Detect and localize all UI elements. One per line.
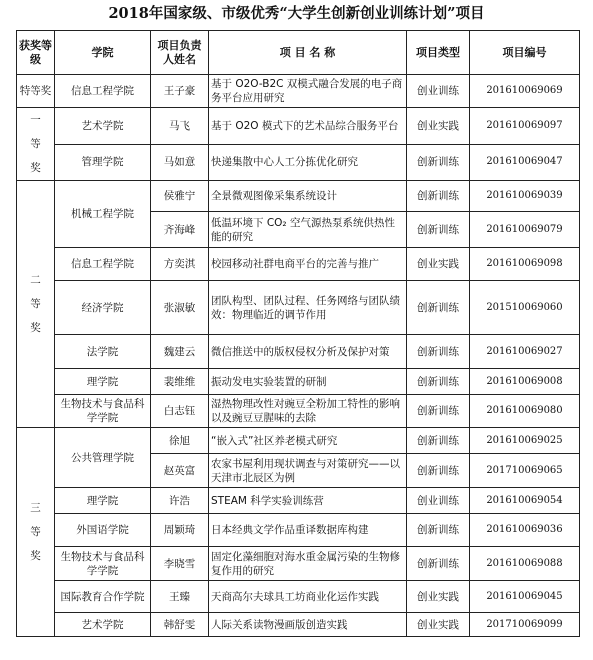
project-name-cell: 基于 O2O-B2C 双模式融合发展的电子商务平台应用研究: [209, 75, 407, 108]
grade-first: 一 等 奖: [17, 108, 55, 181]
project-type-cell: 创新训练: [407, 369, 470, 395]
project-type-cell: 创新训练: [407, 547, 470, 581]
table-row: [17, 335, 580, 369]
grade-special: 特等奖: [17, 75, 55, 108]
leader-cell: 赵英富: [151, 454, 209, 488]
school-cell: 法学院: [55, 335, 151, 369]
header-school: 学院: [55, 31, 151, 75]
header-project-type: 项目类型: [407, 31, 470, 75]
table-row: [17, 428, 580, 454]
project-id-cell: 201610069008: [470, 369, 580, 395]
awards-table: [16, 30, 580, 637]
project-id-cell: 201610069039: [470, 181, 580, 212]
project-name-cell: 低温环境下 CO₂ 空气源热泵系统供热性能的研究: [209, 212, 407, 248]
table-row: [17, 613, 580, 637]
table-row: [17, 108, 580, 145]
table-row: [17, 547, 580, 581]
header-leader: 项目负责人姓名: [151, 31, 209, 75]
project-id-cell: 201610069080: [470, 395, 580, 428]
project-id-cell: 201610069047: [470, 144, 580, 181]
project-id-cell: 201610069098: [470, 248, 580, 281]
leader-cell: 裴维维: [151, 369, 209, 395]
school-cell: 信息工程学院: [55, 75, 151, 108]
table-row: [17, 395, 580, 428]
table-row: [17, 488, 580, 514]
header-project-name: 项 目 名 称: [209, 31, 407, 75]
grade-second: 二 等 奖: [17, 181, 55, 428]
project-type-cell: 创新训练: [407, 144, 470, 181]
school-cell: 理学院: [55, 369, 151, 395]
project-type-cell: 创业实践: [407, 108, 470, 145]
project-type-cell: 创业实践: [407, 248, 470, 281]
project-name-cell: 快递集散中心人工分拣优化研究: [209, 144, 407, 181]
header-grade: 获奖等级: [17, 31, 55, 75]
leader-cell: 马如意: [151, 144, 209, 181]
leader-cell: 李晓雪: [151, 547, 209, 581]
table-row: [17, 514, 580, 547]
page-title: 2018年国家级、市级优秀“大学生创新创业训练计划”项目: [108, 5, 485, 22]
project-type-cell: 创业训练: [407, 488, 470, 514]
project-id-cell: 201610069036: [470, 514, 580, 547]
table-row: [17, 144, 580, 181]
project-name-cell: 日本经典文学作品重译数据库构建: [209, 514, 407, 547]
project-id-cell: 201710069099: [470, 613, 580, 637]
table-row: [17, 581, 580, 613]
school-cell: 外国语学院: [55, 514, 151, 547]
project-id-cell: 201610069054: [470, 488, 580, 514]
project-type-cell: 创新训练: [407, 428, 470, 454]
school-cell: 艺术学院: [55, 613, 151, 637]
project-type-cell: 创新训练: [407, 281, 470, 335]
project-type-cell: 创业训练: [407, 75, 470, 108]
project-name-cell: 团队构型、团队过程、任务网络与团队绩效：物理临近的调节作用: [209, 281, 407, 335]
leader-cell: 许浩: [151, 488, 209, 514]
project-id-cell: 201610069079: [470, 212, 580, 248]
leader-cell: 徐旭: [151, 428, 209, 454]
school-cell: 艺术学院: [55, 108, 151, 145]
leader-cell: 马飞: [151, 108, 209, 145]
project-name-cell: 农家书屋利用现状调查与对策研究——以天津市北辰区为例: [209, 454, 407, 488]
project-type-cell: 创新训练: [407, 395, 470, 428]
leader-cell: 王子豪: [151, 75, 209, 108]
table-row: [17, 369, 580, 395]
school-cell: 信息工程学院: [55, 248, 151, 281]
project-type-cell: 创新训练: [407, 454, 470, 488]
table-header-row: [17, 31, 580, 75]
project-name-cell: 全景微观图像采集系统设计: [209, 181, 407, 212]
project-name-cell: 基于 O2O 模式下的艺术品综合服务平台: [209, 108, 407, 145]
project-name-cell: “嵌入式”社区养老模式研究: [209, 428, 407, 454]
project-name-cell: 湿热物理改性对豌豆全粉加工特性的影响以及豌豆豆腥味的去除: [209, 395, 407, 428]
school-cell: 生物技术与食品科学学院: [55, 547, 151, 581]
project-type-cell: 创业实践: [407, 581, 470, 613]
project-id-cell: 201610069045: [470, 581, 580, 613]
leader-cell: 王臻: [151, 581, 209, 613]
project-type-cell: 创业实践: [407, 613, 470, 637]
table-row: [17, 181, 580, 212]
leader-cell: 周颖琦: [151, 514, 209, 547]
leader-cell: 魏建云: [151, 335, 209, 369]
project-id-cell: 201610069027: [470, 335, 580, 369]
leader-cell: 方奕淇: [151, 248, 209, 281]
table-row: [17, 248, 580, 281]
leader-cell: 张淑敏: [151, 281, 209, 335]
school-cell: 机械工程学院: [55, 181, 151, 248]
project-id-cell: 201710069065: [470, 454, 580, 488]
table-row: [17, 75, 580, 108]
school-cell: 经济学院: [55, 281, 151, 335]
project-id-cell: 201610069097: [470, 108, 580, 145]
leader-cell: 侯雅宁: [151, 181, 209, 212]
project-type-cell: 创新训练: [407, 181, 470, 212]
project-id-cell: 201610069069: [470, 75, 580, 108]
project-type-cell: 创新训练: [407, 212, 470, 248]
project-name-cell: 人际关系读物漫画版创造实践: [209, 613, 407, 637]
project-type-cell: 创新训练: [407, 514, 470, 547]
leader-cell: 白志钰: [151, 395, 209, 428]
project-name-cell: 振动发电实验装置的研制: [209, 369, 407, 395]
project-name-cell: 固定化藻细胞对海水重金属污染的生物修复作用的研究: [209, 547, 407, 581]
grade-third: 三 等 奖: [17, 428, 55, 637]
project-name-cell: 校园移动社群电商平台的完善与推广: [209, 248, 407, 281]
project-name-cell: 微信推送中的版权侵权分析及保护对策: [209, 335, 407, 369]
school-cell: 国际教育合作学院: [55, 581, 151, 613]
table-row: [17, 281, 580, 335]
project-type-cell: 创新训练: [407, 335, 470, 369]
school-cell: 理学院: [55, 488, 151, 514]
header-project-id: 项目编号: [470, 31, 580, 75]
school-cell: 公共管理学院: [55, 428, 151, 488]
leader-cell: 韩舒雯: [151, 613, 209, 637]
project-id-cell: 201610069025: [470, 428, 580, 454]
school-cell: 生物技术与食品科学学院: [55, 395, 151, 428]
project-id-cell: 201510069060: [470, 281, 580, 335]
project-name-cell: 天商高尔夫球具工坊商业化运作实践: [209, 581, 407, 613]
project-id-cell: 201610069088: [470, 547, 580, 581]
leader-cell: 齐海峰: [151, 212, 209, 248]
school-cell: 管理学院: [55, 144, 151, 181]
project-name-cell: STEAM 科学实验训练营: [209, 488, 407, 514]
